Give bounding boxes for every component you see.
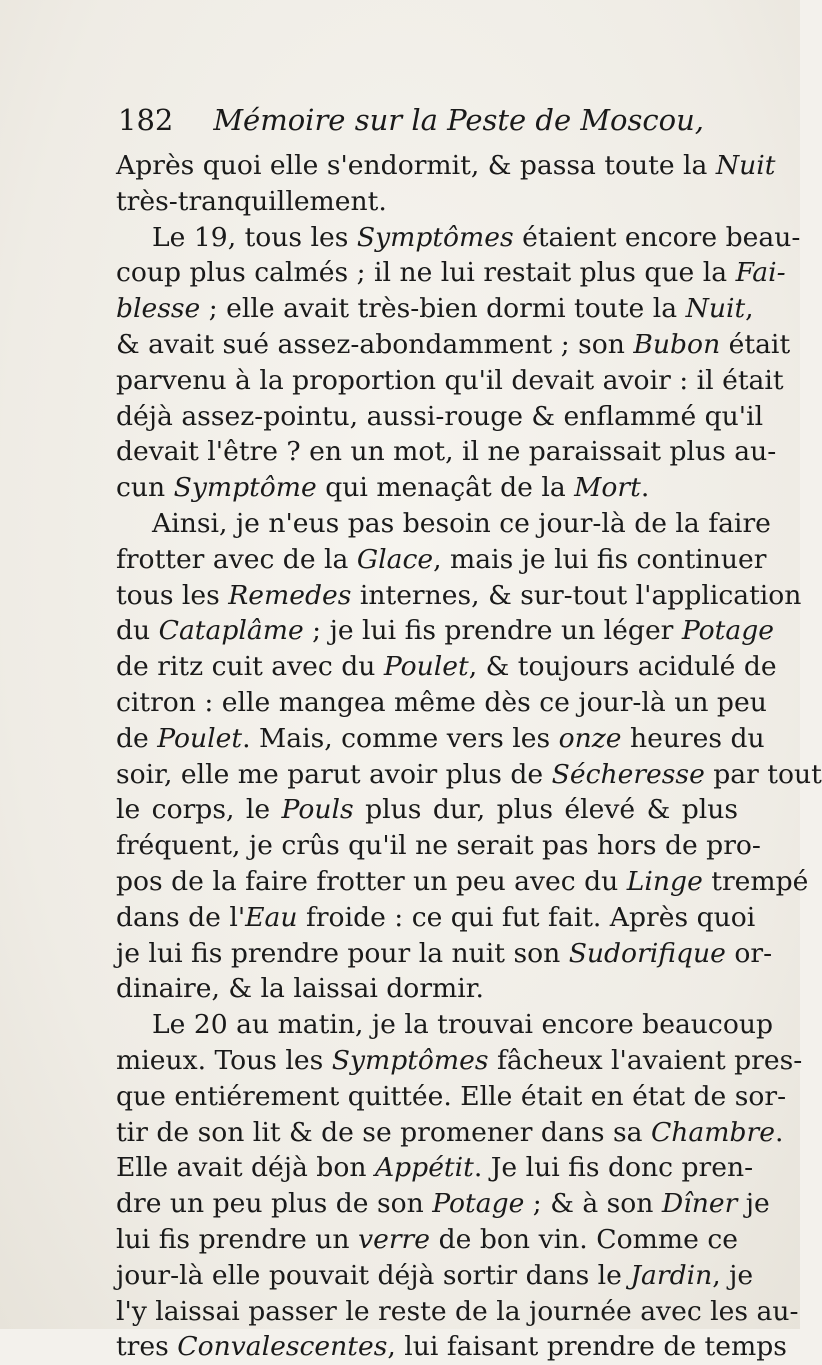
italic-text: Potage: [432, 1188, 525, 1220]
text-line: [116, 757, 822, 793]
text-line: [116, 434, 777, 470]
italic-text: Eau: [245, 901, 298, 933]
text-line: [116, 363, 784, 399]
text-line: [116, 613, 774, 649]
text-run: froide : ce qui fut fait. Après quoi: [297, 901, 756, 933]
italic-text: Remedes: [228, 579, 352, 611]
text-line: [116, 506, 771, 542]
italic-text: Potage: [681, 615, 774, 647]
italic-text: Linge: [626, 865, 703, 897]
text-run: très-tranquillement.: [116, 185, 387, 217]
text-run: . Je lui fis donc pren-: [473, 1152, 754, 1184]
text-run: , je: [712, 1259, 754, 1291]
italic-text: Dîner: [661, 1188, 738, 1220]
text-run: coup plus calmés ; il ne lui restait plus que la: [116, 257, 736, 289]
italic-text: Sudorifique: [568, 937, 726, 969]
text-line: [116, 470, 738, 506]
text-run: devait l'être ? en un mot, il ne paraissait plus au-: [116, 436, 777, 468]
text-line: [116, 685, 767, 721]
page-number: 182: [118, 103, 174, 137]
text-run: Après quoi elle s'endormit, & passa toute la: [116, 150, 716, 181]
text-run: parvenu à la proportion qu'il devait avoir : il était: [116, 364, 784, 396]
text-line: [116, 255, 786, 291]
text-run: que entiérement quittée. Elle était en état de sor-: [116, 1080, 787, 1112]
text-line: [116, 971, 738, 1007]
text-run: de bon vin. Comme ce: [430, 1223, 738, 1255]
text-run: Elle avait déjà bon: [116, 1152, 375, 1184]
text-run: fâcheux l'avaient pres-: [488, 1044, 803, 1076]
text-run: plus dur, plus élevé & plus: [353, 794, 738, 826]
text-run: , lui faisant prendre de temps: [387, 1331, 787, 1363]
text-run: dinaire, & la laissai dormir.: [116, 973, 485, 1005]
text-run: , mais je lui fis continuer: [433, 543, 767, 575]
text-run: dans de l': [116, 901, 246, 933]
text-line: [116, 291, 754, 327]
italic-text: Symptômes: [331, 1044, 489, 1076]
text-run: je lui fis prendre pour la nuit son: [116, 937, 569, 969]
text-line: [116, 1258, 754, 1294]
text-run: de ritz cuit avec du: [116, 651, 384, 683]
text-run: Le 20 au matin, je la trouvai encore beaucoup: [152, 1009, 773, 1041]
text-run: ; je lui fis prendre un léger: [303, 615, 682, 647]
italic-text: blesse: [116, 293, 201, 325]
italic-text: Nuit: [715, 150, 776, 181]
text-run: dre un peu plus de son: [116, 1188, 433, 1220]
italic-text: Jardin: [630, 1259, 713, 1291]
text-line: [116, 1079, 787, 1115]
text-line: [116, 792, 738, 828]
text-run: jour-là elle pouvait déjà sortir dans le: [116, 1259, 631, 1291]
text-run: Le 19, tous les: [152, 221, 357, 253]
text-run: je: [737, 1188, 770, 1220]
text-run: ; & à son: [524, 1188, 662, 1220]
italic-text: Bubon: [633, 328, 721, 360]
text-line: [116, 649, 777, 685]
text-run: trempé: [702, 865, 809, 897]
text-line: [116, 578, 802, 614]
italic-text: Convalescentes: [177, 1331, 388, 1363]
text-line: [116, 1186, 770, 1222]
text-run: internes, & sur-tout l'application: [351, 579, 802, 611]
text-line: [116, 721, 765, 757]
text-line: [116, 1150, 754, 1186]
text-run: mieux. Tous les: [116, 1044, 332, 1076]
text-line: [116, 1294, 799, 1330]
italic-text: Fai-: [735, 257, 786, 289]
running-title: Mémoire sur la Peste de Moscou,: [213, 103, 704, 137]
text-run: le corps, le: [116, 794, 282, 826]
text-run: étaient encore beau-: [513, 221, 801, 253]
page-header: [118, 100, 704, 140]
text-run: par tout: [704, 758, 822, 790]
italic-text: Symptôme: [173, 472, 317, 504]
italic-text: Mort: [574, 472, 641, 504]
text-run: lui fis prendre un: [116, 1223, 359, 1255]
text-run: tous les: [116, 579, 229, 611]
text-line: [116, 327, 791, 363]
text-run: or-: [725, 937, 773, 969]
text-line: [116, 900, 756, 936]
text-run: & avait sué assez-abondamment ; son: [116, 328, 634, 360]
text-line: [116, 1222, 738, 1258]
italic-text: Poulet: [157, 722, 243, 754]
text-run: citron : elle mangea même dès ce jour-là un peu: [116, 686, 767, 718]
text-line: [116, 936, 773, 972]
text-line: [116, 864, 809, 900]
text-run: . Mais, comme vers les: [242, 722, 559, 754]
text-run: tres: [116, 1331, 178, 1363]
text-run: déjà assez-pointu, aussi-rouge & enflammé qu'il: [116, 400, 764, 432]
text-line: [116, 1329, 787, 1365]
text-run: .: [774, 1116, 784, 1148]
text-line: [116, 184, 738, 220]
text-run: qui menaçât de la: [316, 472, 575, 504]
text-line: [116, 1043, 803, 1079]
italic-text: Nuit: [685, 293, 746, 325]
text-line: [116, 542, 767, 578]
text-line: [116, 220, 801, 256]
text-run: fréquent, je crûs qu'il ne serait pas hors de pro-: [116, 830, 761, 862]
text-run: heures du: [621, 722, 765, 754]
text-run: du: [116, 615, 159, 647]
text-run: ,: [745, 293, 754, 325]
italic-text: Sécheresse: [551, 758, 705, 790]
text-line: [116, 828, 761, 864]
text-line: [116, 1007, 773, 1043]
italic-text: Symptômes: [356, 221, 514, 253]
italic-text: Cataplâme: [158, 615, 304, 647]
text-run: de: [116, 722, 158, 754]
italic-text: onze: [558, 722, 622, 754]
text-run: l'y laissai passer le reste de la journée avec les au-: [116, 1295, 799, 1327]
italic-text: verre: [358, 1223, 431, 1255]
body-text: [116, 148, 822, 1365]
italic-text: Glace: [356, 543, 434, 575]
italic-text: Pouls: [281, 794, 354, 826]
text-run: était: [720, 328, 791, 360]
text-run: .: [640, 472, 650, 504]
italic-text: Poulet: [383, 651, 469, 683]
text-run: ; elle avait très-bien dormi toute la: [200, 293, 686, 325]
text-run: cun: [116, 472, 174, 504]
text-line: [116, 399, 764, 435]
text-run: Ainsi, je n'eus pas besoin ce jour-là de la faire: [152, 507, 771, 539]
text-line: [116, 148, 776, 184]
italic-text: Appétit: [374, 1152, 474, 1184]
text-run: soir, elle me parut avoir plus de: [116, 758, 552, 790]
italic-text: Chambre: [650, 1116, 775, 1148]
text-run: tir de son lit & de se promener dans sa: [116, 1116, 651, 1148]
text-run: , & toujours acidulé de: [468, 651, 777, 683]
text-run: pos de la faire frotter un peu avec du: [116, 865, 627, 897]
text-line: [116, 1115, 784, 1151]
text-run: frotter avec de la: [116, 543, 357, 575]
